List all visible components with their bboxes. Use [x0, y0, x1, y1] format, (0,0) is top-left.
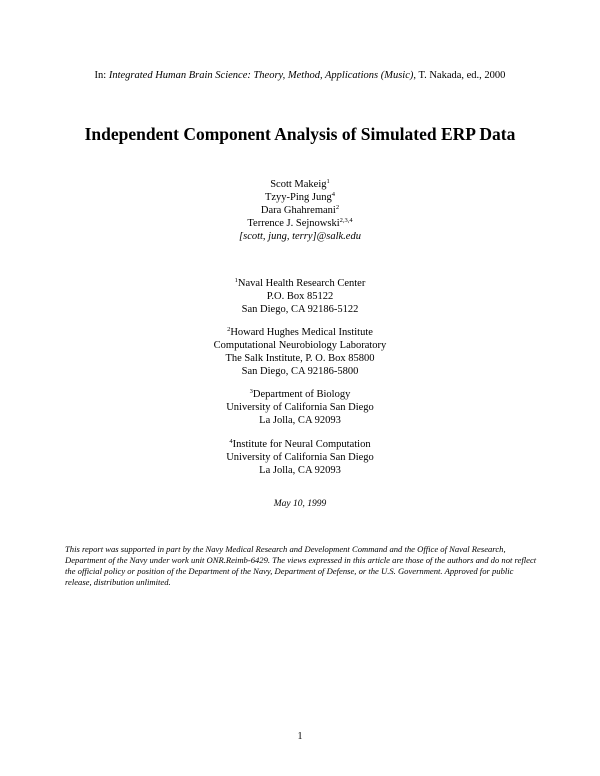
affiliation-mark: 3	[249, 388, 253, 395]
affiliation-block	[0, 277, 600, 316]
affiliation-line: Institute for Neural Computation	[232, 439, 371, 450]
affiliation-line: La Jolla, CA 92093	[259, 465, 341, 476]
source-citation	[0, 70, 600, 81]
affiliation-line: Naval Health Research Center	[237, 278, 366, 289]
source-suffix: , T. Nakada, ed., 2000	[413, 70, 506, 81]
affiliation-line: San Diego, CA 92186-5122	[241, 304, 359, 315]
author-name: Scott Makeig	[270, 179, 327, 190]
author-affiliation-mark: 2	[335, 204, 340, 211]
author-line	[0, 217, 600, 230]
funding-note: This report was supported in part by the Navy Medical Research and Development Command and the Office of Naval Research, Department of the Navy under work unit ONR.Reimb-6429. The views expressed in this article are those of the authors and do not reflect the official policy or position of the Department of the Navy, Department of Defense, or the U.S. Government. Approved for public release, distribution unlimited.	[65, 544, 537, 587]
page-number: 1	[297, 731, 303, 742]
affiliation-line: Department of Biology	[252, 389, 351, 400]
affiliation-line: University of California San Diego	[226, 402, 374, 413]
source-book-title: Integrated Human Brain Science: Theory, Method, Applications (Music)	[108, 70, 414, 81]
affiliation-name	[0, 388, 600, 401]
affiliation-name	[0, 326, 600, 339]
author-name: Tzyy-Ping Jung	[264, 192, 332, 203]
affiliation-block	[0, 388, 600, 427]
author-affiliation-mark: 2,3,4	[339, 217, 353, 224]
affiliation-name	[0, 438, 600, 451]
paper-title: Independent Component Analysis of Simulated ERP Data	[84, 124, 516, 144]
affiliation-line: The Salk Institute, P. O. Box 85800	[225, 353, 375, 364]
author-line	[0, 204, 600, 217]
affiliation-name	[0, 277, 600, 290]
author-email: [scott, jung, terry]@salk.edu	[239, 231, 361, 242]
author-name: Dara Ghahremani	[260, 205, 336, 216]
author-name: Terrence J. Sejnowski	[247, 218, 340, 229]
affiliation-block	[0, 326, 600, 378]
author-line	[0, 178, 600, 191]
affiliation-mark: 1	[234, 277, 238, 284]
author-line	[0, 191, 600, 204]
source-prefix: In:	[94, 70, 109, 81]
affiliation-mark: 4	[229, 438, 233, 445]
affiliation-line: P.O. Box 85122	[266, 291, 334, 302]
affiliation-block	[0, 438, 600, 477]
affiliation-line: Howard Hughes Medical Institute	[230, 327, 373, 338]
affiliation-line: University of California San Diego	[226, 452, 374, 463]
author-list	[0, 178, 600, 243]
affiliation-mark: 2	[227, 326, 231, 333]
author-affiliation-mark: 4	[331, 191, 336, 198]
affiliation-line: La Jolla, CA 92093	[259, 415, 341, 426]
author-affiliation-mark: 1	[326, 178, 330, 185]
report-date: May 10, 1999	[273, 499, 327, 509]
affiliation-line: Computational Neurobiology Laboratory	[213, 340, 387, 351]
affiliation-line: San Diego, CA 92186-5800	[241, 366, 359, 377]
